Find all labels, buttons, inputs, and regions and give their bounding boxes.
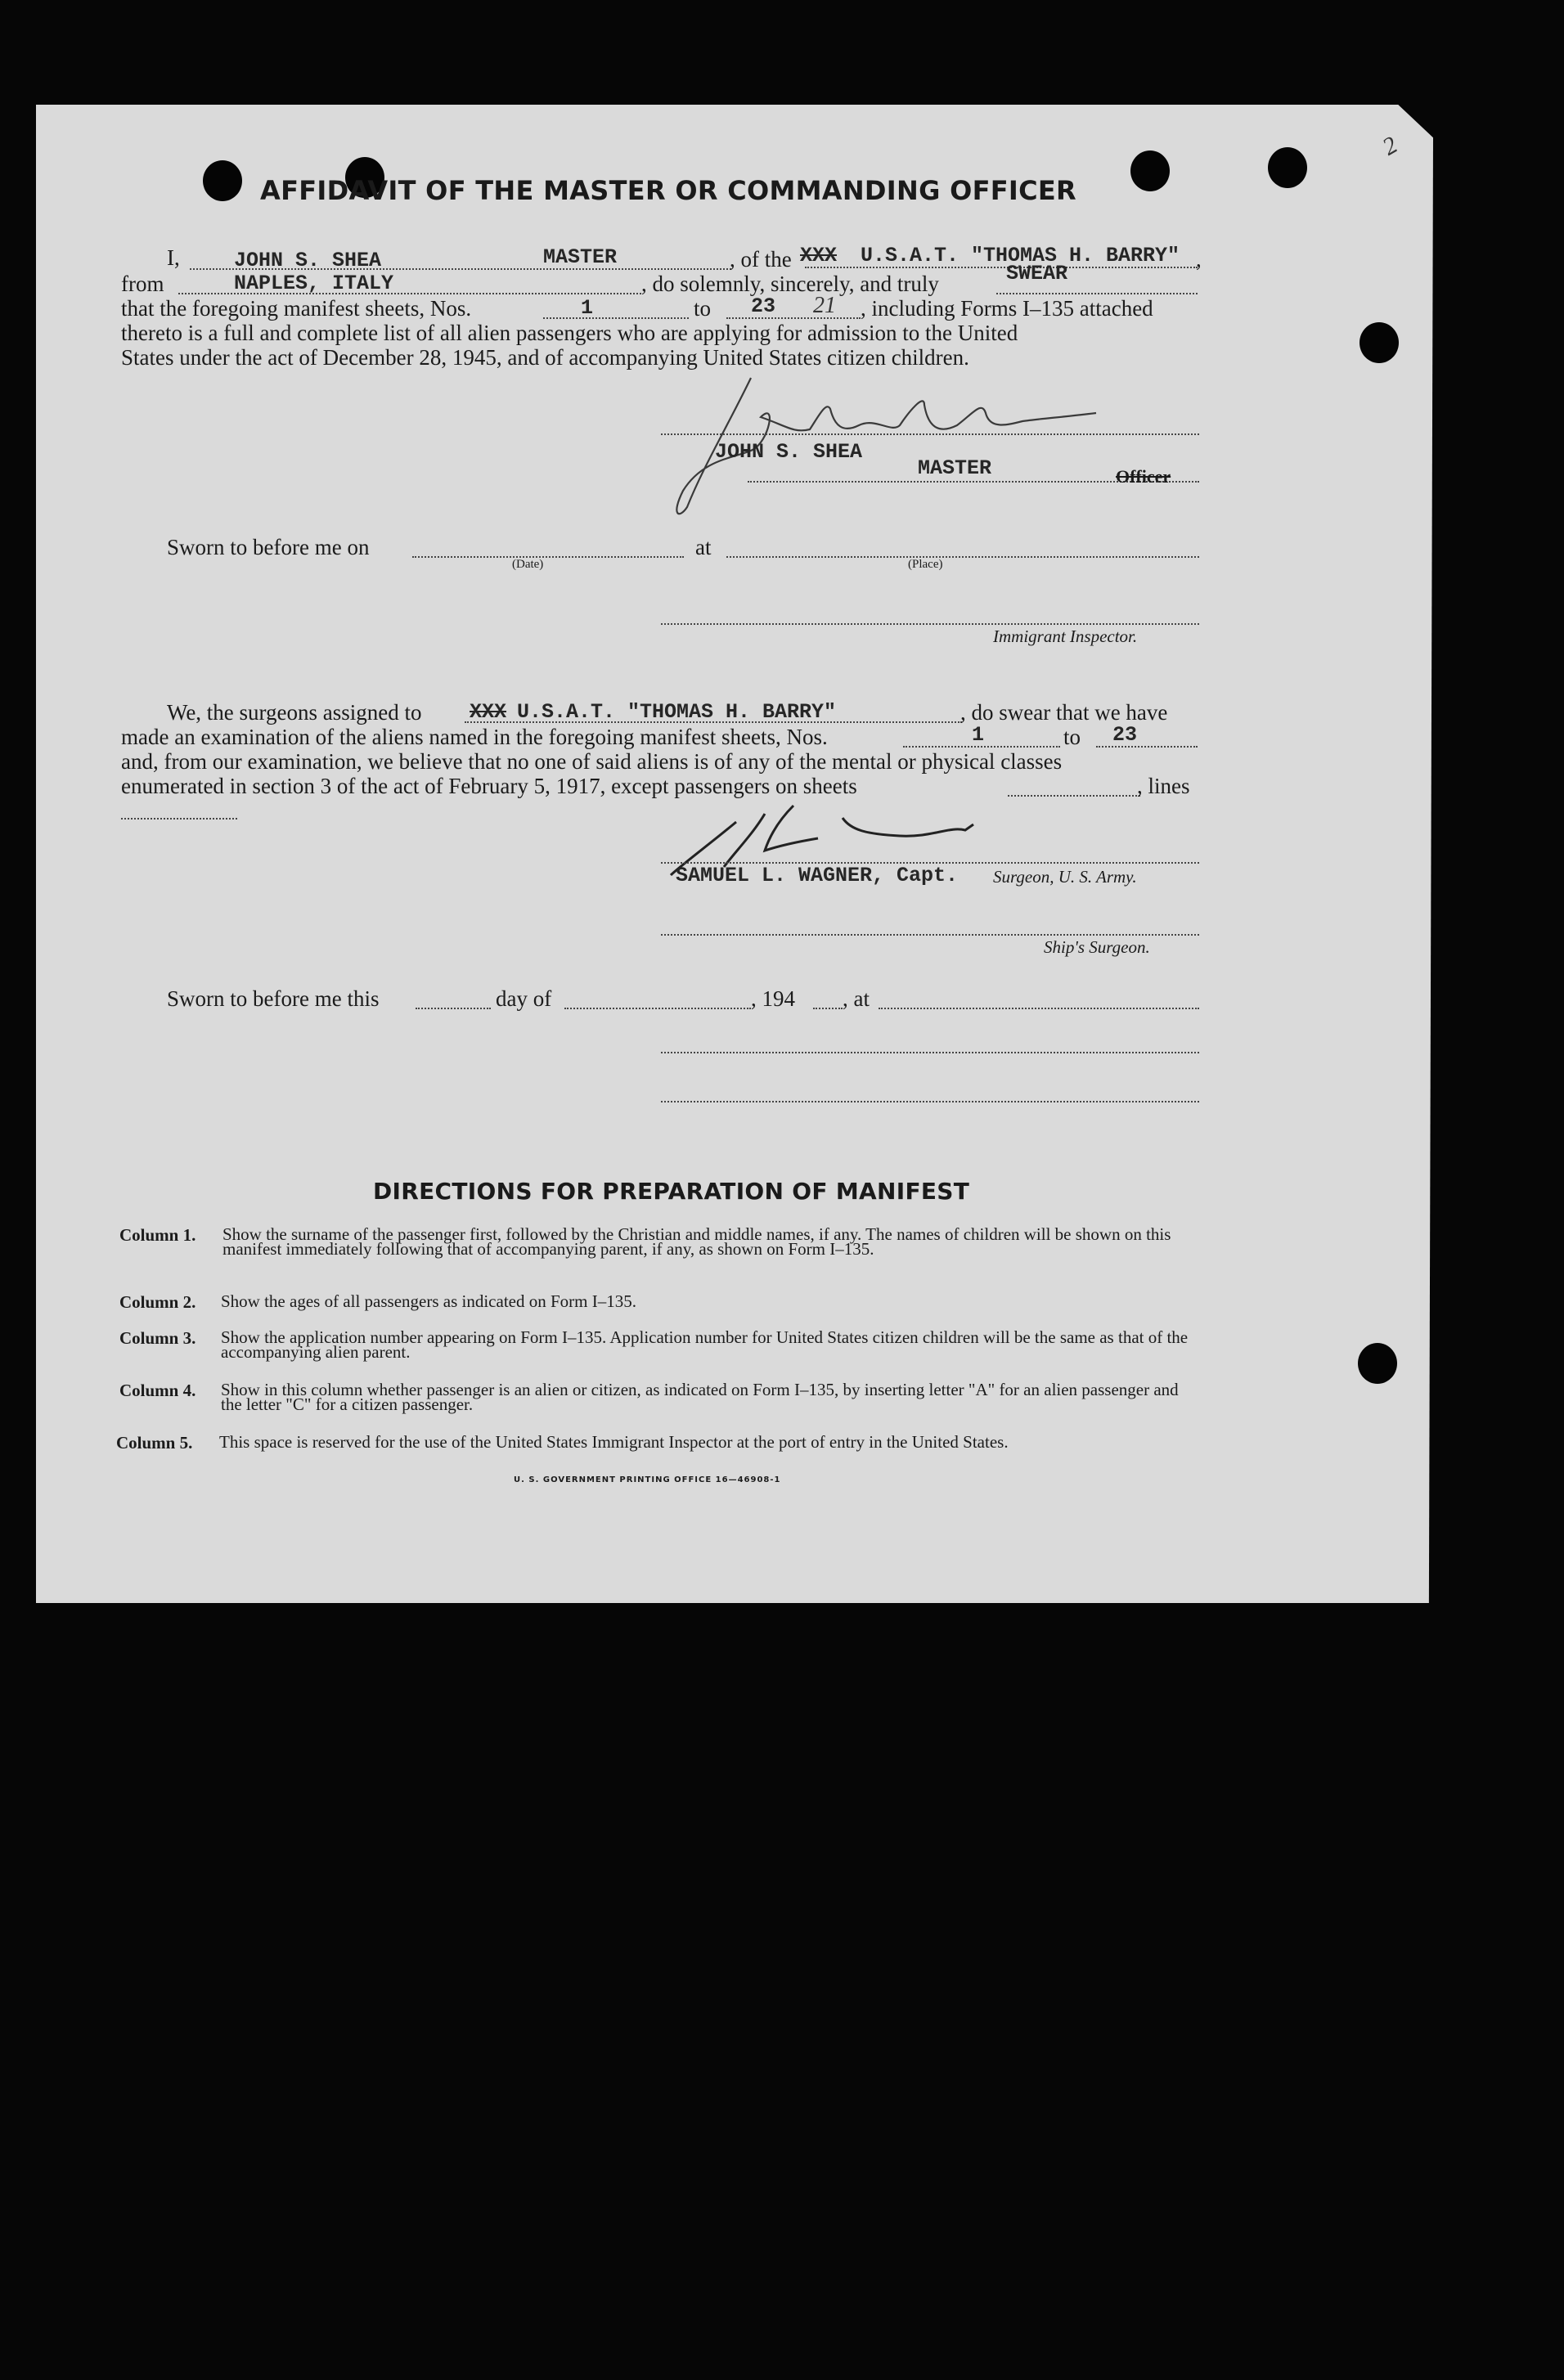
- direction-text: Show in this column whether passenger is an alien or citizen, as indicated on Form I–135, by inserting letter "A" for an alien passenger and the letter "C" for a citizen passenger.: [221, 1380, 1179, 1414]
- ship-comma: ,: [1196, 247, 1202, 272]
- direction-column-label: Column 5.: [116, 1433, 193, 1453]
- sworn1-date-line: [412, 556, 684, 558]
- sheet-to-handwritten: 21: [813, 293, 836, 318]
- surgeons-line1b: , do swear that we have: [960, 700, 1168, 725]
- surgeons-line1a: We, the surgeons assigned to: [167, 700, 422, 725]
- date-caption: (Date): [512, 558, 544, 571]
- inspector-line: [661, 623, 1199, 625]
- direction-column-label: Column 4.: [119, 1381, 196, 1400]
- affidavit-line4: thereto is a full and complete list of all alien passengers who are applying for admission to the United: [121, 321, 1018, 345]
- punch-hole: [1268, 147, 1307, 188]
- surgeon-ship: U.S.A.T. "THOMAS H. BARRY": [517, 700, 837, 724]
- direction-text: Show the surname of the passenger first, followed by the Christian and middle names, if any. The names of children will be shown on this manifest immediately following that of accompanying parent, if any, as shown on Form I–135.: [222, 1224, 1171, 1259]
- sheet-from-line: [543, 317, 689, 319]
- ships-surgeon-line: [661, 934, 1199, 936]
- signer-name: JOHN S. SHEA: [715, 440, 863, 464]
- sheet-to: 23: [751, 294, 776, 318]
- sworn2-year-line: [813, 1008, 843, 1009]
- surgeon-caption: Surgeon, U. S. Army.: [993, 867, 1137, 887]
- sworn2-day-line: [416, 1008, 491, 1009]
- from-place: NAPLES, ITALY: [234, 272, 394, 295]
- direction-text: Show the application number appearing on Form I–135. Application number for United States citizen children will be the same as that of the accompanying alien parent.: [221, 1327, 1189, 1362]
- sworn2-place-line: [879, 1008, 1199, 1009]
- punch-hole: [203, 160, 242, 201]
- direction-text: This space is reserved for the use of the United States Immigrant Inspector at the port of entry in the United States.: [219, 1432, 1009, 1452]
- sworn2-year: , 194: [751, 986, 795, 1011]
- gpo-imprint: U. S. GOVERNMENT PRINTING OFFICE 16—46908-1: [514, 1475, 781, 1484]
- solemnly-text: , do solemnly, sincerely, and truly: [641, 272, 939, 296]
- rank: MASTER: [543, 245, 618, 269]
- inspector-caption: Immigrant Inspector.: [993, 626, 1138, 646]
- direction-column-label: Column 3.: [119, 1328, 196, 1348]
- to-label: to: [694, 296, 712, 321]
- surgeon-to-num: 23: [1112, 723, 1138, 747]
- sheet-to-line: [726, 317, 861, 319]
- sworn2-month-line: [564, 1008, 751, 1009]
- swear-line: [996, 293, 1198, 294]
- surgeon-ship-line: [465, 721, 962, 723]
- swear-word: SWEAR: [1006, 262, 1068, 285]
- affidavit-title: AFFIDAVIT OF THE MASTER OR COMMANDING OFFICER: [260, 175, 1076, 206]
- i-label: I,: [167, 245, 180, 270]
- direction-text: Show the ages of all passengers as indicated on Form I–135.: [221, 1291, 636, 1311]
- ship-name: U.S.A.T. "THOMAS H. BARRY": [861, 244, 1180, 267]
- master-sign-line: [661, 433, 1199, 435]
- sworn2-at: , at: [843, 986, 870, 1011]
- place-caption: (Place): [908, 558, 943, 571]
- affidavit-line3a: that the foregoing manifest sheets, Nos.: [121, 296, 472, 321]
- directions-title: DIRECTIONS FOR PREPARATION OF MANIFEST: [373, 1178, 970, 1205]
- ship-prefix-struck: XXX: [800, 244, 838, 267]
- surgeon-lines-line: [121, 818, 237, 820]
- surgeons-line4: enumerated in section 3 of the act of February 5, 1917, except passengers on sheets: [121, 774, 857, 798]
- signer-title: MASTER: [918, 456, 992, 480]
- sworn1-at: at: [695, 535, 712, 559]
- surgeon-to: to: [1063, 725, 1081, 749]
- surgeons-line3: and, from our examination, we believe that no one of said aliens is of any of the mental or physical classes: [121, 749, 1063, 774]
- sworn2-sign-line2: [661, 1101, 1199, 1102]
- signer-struck: Officer: [1116, 466, 1171, 487]
- sworn2-day-of: day of: [496, 986, 552, 1011]
- surgeon-name: SAMUEL L. WAGNER, Capt.: [676, 864, 959, 887]
- sworn1-place-line: [726, 556, 1199, 558]
- punch-hole: [1130, 150, 1170, 191]
- corner-mark: 2: [1377, 131, 1402, 161]
- affidavit-line3b: , including Forms I–135 attached: [861, 296, 1153, 321]
- of-the-label: , of the: [730, 247, 792, 272]
- sworn2-sign-line1: [661, 1052, 1199, 1053]
- surgeons-lines: , lines: [1137, 774, 1190, 798]
- punch-hole: [1360, 322, 1399, 363]
- sworn1-label: Sworn to before me on: [167, 535, 370, 559]
- ships-surgeon-caption: Ship's Surgeon.: [1044, 937, 1150, 957]
- master-name: JOHN S. SHEA: [234, 249, 382, 272]
- direction-column-label: Column 2.: [119, 1292, 196, 1312]
- surgeon-ship-struck: XXX: [470, 700, 507, 724]
- surgeon-from: 1: [972, 723, 985, 747]
- direction-column-label: Column 1.: [119, 1225, 196, 1245]
- punch-hole: [1358, 1343, 1397, 1384]
- ship-line: [805, 267, 1198, 268]
- sheet-from: 1: [581, 296, 594, 320]
- affidavit-line5: States under the act of December 28, 1945, and of accompanying United States citizen children.: [121, 345, 969, 370]
- surgeons-line2a: made an examination of the aliens named in the foregoing manifest sheets, Nos.: [121, 725, 828, 749]
- from-label: from: [121, 272, 164, 296]
- sworn2-label: Sworn to before me this: [167, 986, 380, 1011]
- surgeon-to-line: [1096, 746, 1198, 748]
